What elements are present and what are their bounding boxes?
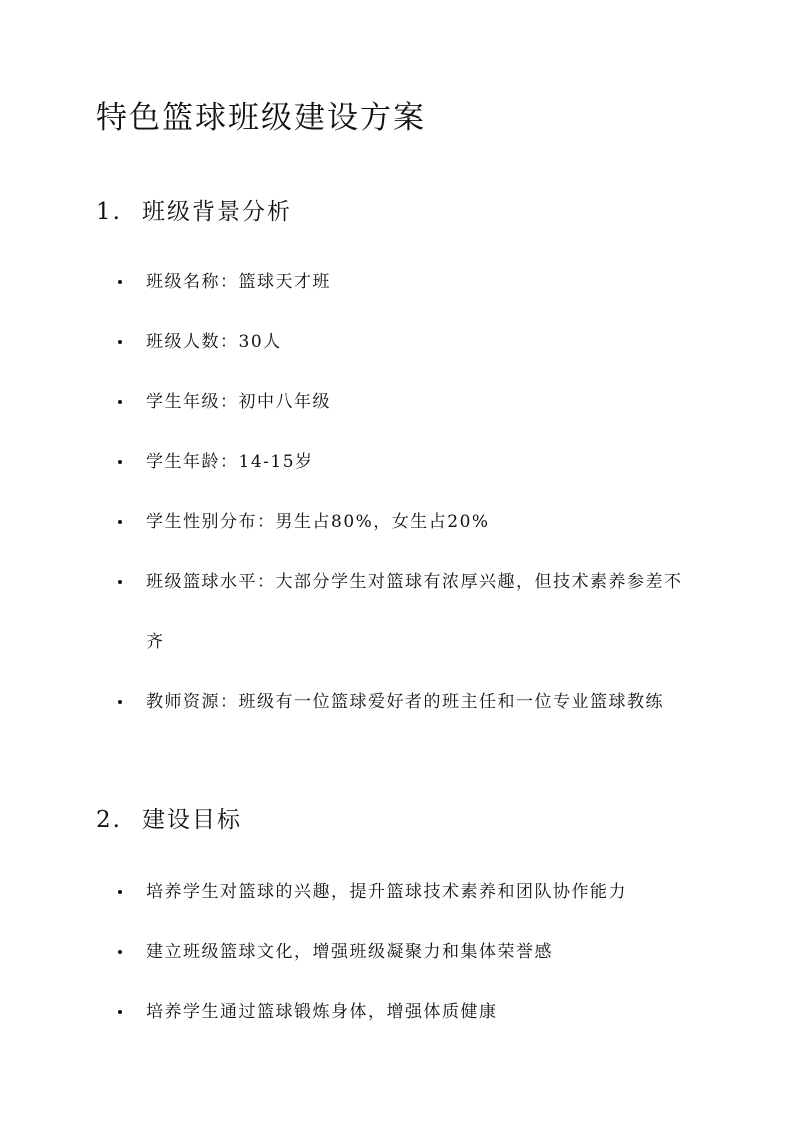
list-item — [118, 672, 698, 732]
bullet-icon — [118, 1010, 122, 1014]
bullet-icon — [118, 460, 122, 464]
list-item-text: 学生年级：初中八年级 — [146, 392, 331, 412]
background-list — [118, 252, 698, 732]
list-item — [118, 982, 698, 1042]
list-item-text: 学生年龄：14-15岁 — [146, 452, 314, 472]
list-item-text: 建立班级篮球文化，增强班级凝聚力和集体荣誉感 — [146, 942, 553, 962]
list-item — [118, 552, 698, 672]
section-number: 2. — [96, 807, 122, 833]
list-item — [118, 922, 698, 982]
list-item-text: 教师资源：班级有一位篮球爱好者的班主任和一位专业篮球教练 — [146, 692, 664, 712]
list-item-text: 班级篮球水平：大部分学生对篮球有浓厚兴趣，但技术素养参差不齐 — [146, 572, 683, 652]
section-number: 1. — [96, 199, 122, 225]
bullet-icon — [118, 700, 122, 704]
bullet-icon — [118, 950, 122, 954]
document-title: 特色篮球班级建设方案 — [96, 100, 426, 136]
list-item — [118, 492, 698, 552]
section-title: 班级背景分析 — [142, 199, 292, 225]
bullet-icon — [118, 520, 122, 524]
list-item-text: 班级名称：篮球天才班 — [146, 272, 331, 292]
bullet-icon — [118, 400, 122, 404]
list-item — [118, 312, 698, 372]
list-item-text: 班级人数：30人 — [146, 332, 282, 352]
bullet-icon — [118, 890, 122, 894]
list-item — [118, 862, 698, 922]
list-item — [118, 432, 698, 492]
goals-list — [118, 862, 698, 1042]
section-heading-goals — [96, 804, 242, 836]
list-item-text: 培养学生通过篮球锻炼身体，增强体质健康 — [146, 1002, 498, 1022]
section-title: 建设目标 — [142, 807, 242, 833]
list-item — [118, 372, 698, 432]
list-item-text: 学生性别分布：男生占80%，女生占20% — [146, 512, 490, 532]
bullet-icon — [118, 580, 122, 584]
bullet-icon — [118, 280, 122, 284]
bullet-icon — [118, 340, 122, 344]
list-item-text: 培养学生对篮球的兴趣，提升篮球技术素养和团队协作能力 — [146, 882, 627, 902]
section-heading-background — [96, 196, 292, 228]
list-item — [118, 252, 698, 312]
